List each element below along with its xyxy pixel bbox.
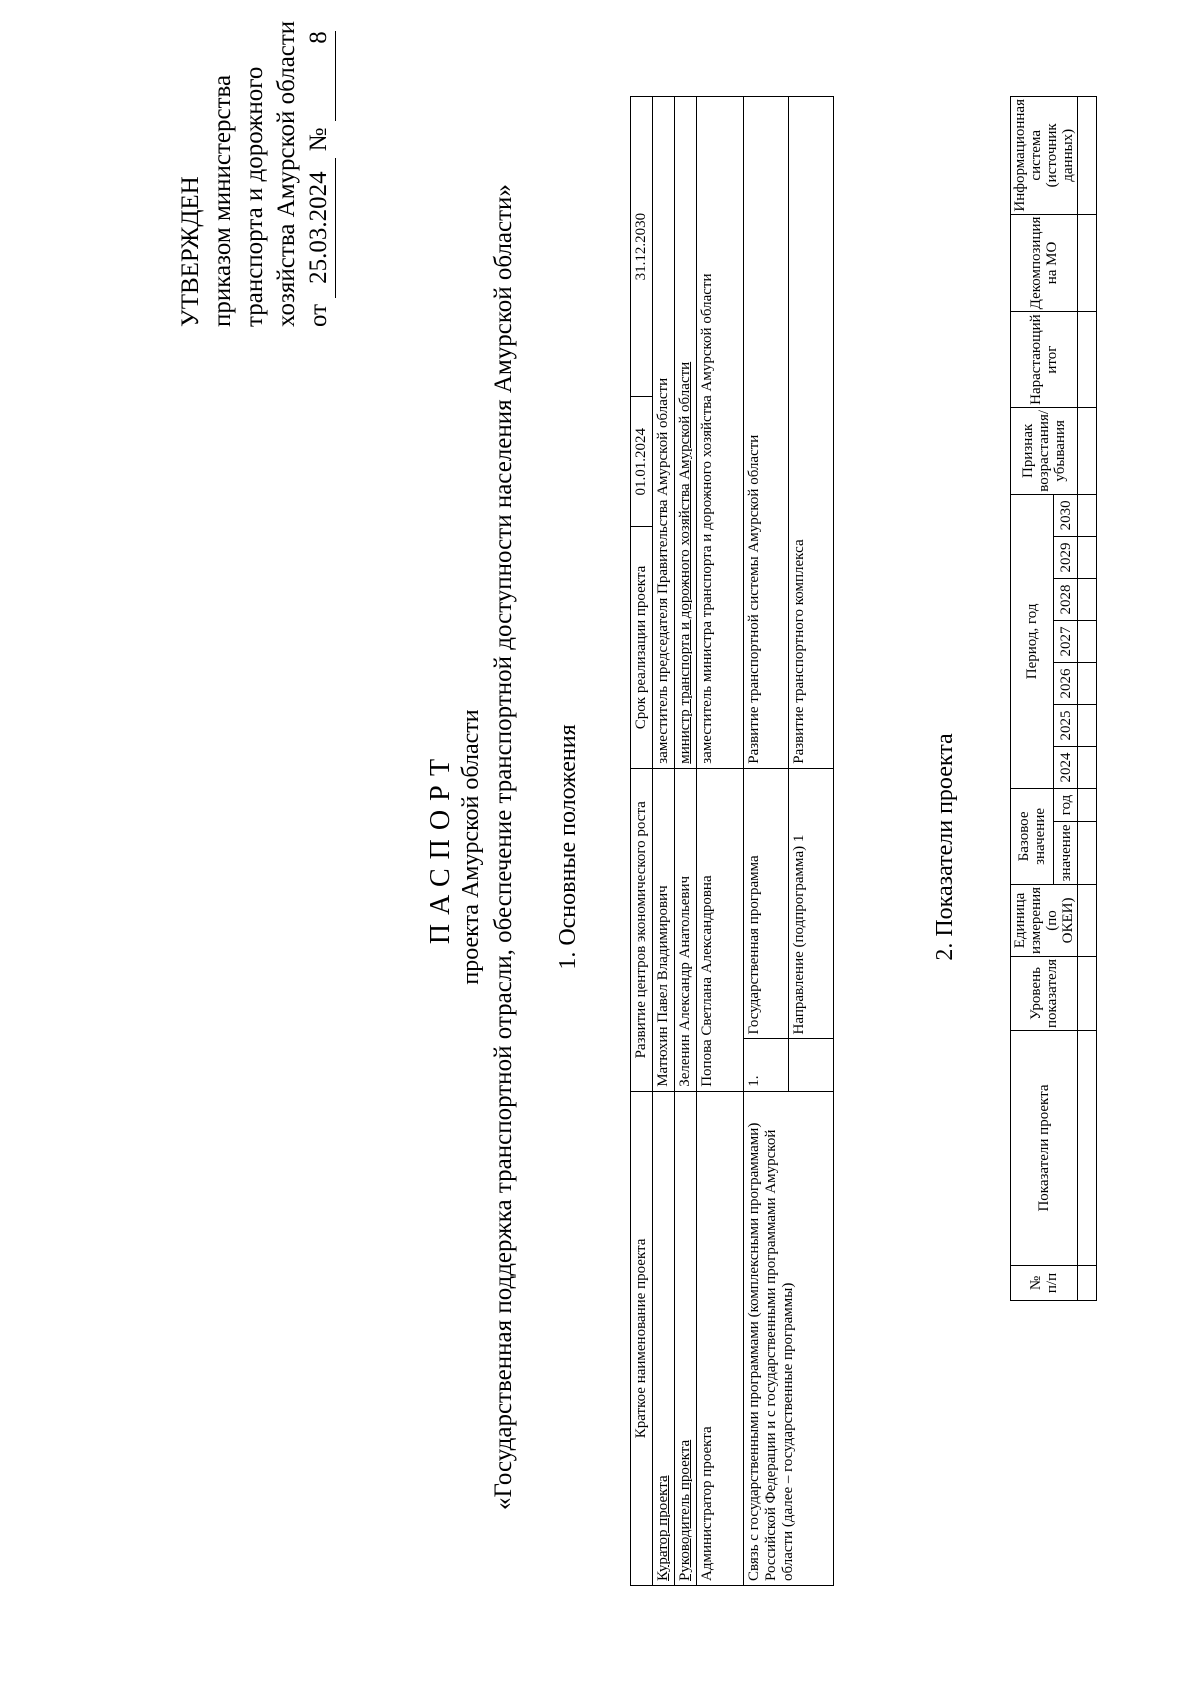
term-start: 01.01.2024 — [631, 397, 653, 527]
link-number-empty — [789, 1039, 834, 1091]
project-indicators-table — [1010, 96, 1097, 1301]
leader-position: министр транспорта и дорожного хозяйства Амурской области — [675, 97, 697, 769]
approval-date: 25.03.2024 — [303, 158, 336, 298]
approval-number: 8 — [303, 31, 336, 121]
approved-line-3: хозяйства Амурской области — [273, 20, 300, 327]
admin-name: Попова Светлана Александровна — [697, 768, 744, 1091]
gp-value: Развитие транспортной системы Амурской области — [744, 97, 789, 769]
col-num: № п/п — [1011, 1266, 1078, 1301]
table-row — [653, 97, 675, 1586]
col-year: 2025 — [1054, 704, 1078, 746]
table-row — [631, 97, 653, 1586]
col-year: 2024 — [1054, 746, 1078, 788]
table-header-row — [1011, 97, 1054, 1301]
col-unit: Единица измерения (по ОКЕИ) — [1011, 884, 1078, 956]
link-label: Связь с государственными программами (комплексными программами) Российской Федерации и с государственными программами Амурской области (далее – государственные программы) — [744, 1091, 834, 1585]
approved-line-1: приказом министерства — [209, 74, 236, 327]
curator-name: Матюхин Павел Владимирович — [653, 768, 675, 1091]
curator-position: заместитель председателя Правительства Амурской области — [653, 97, 675, 769]
curator-label: Куратор проекта — [653, 1091, 675, 1585]
basic-provisions-table — [630, 96, 834, 1586]
approved-title: УТВЕРЖДЕН — [177, 176, 204, 327]
direction-label: Направление (подпрограмма) 1 — [789, 768, 834, 1039]
leader-label: Руководитель проекта — [675, 1091, 697, 1585]
section-2-title: 2. Показатели проекта — [932, 733, 958, 961]
col-level: Уровень показателя — [1011, 956, 1078, 1030]
approval-stamp — [175, 20, 336, 327]
table-row — [675, 97, 697, 1586]
col-base-value: значение — [1054, 821, 1078, 884]
table-row — [697, 97, 744, 1586]
col-year: 2026 — [1054, 662, 1078, 704]
table-row — [744, 97, 789, 1586]
col-period: Период, год — [1011, 494, 1054, 788]
col-base: Базовое значение — [1011, 788, 1054, 884]
from-label: от — [305, 303, 332, 327]
short-name-value: Развитие центров экономического роста — [631, 768, 653, 1091]
approved-line-2: транспорта и дорожного — [241, 66, 268, 327]
col-decomp: Декомпозиция на МО — [1011, 214, 1078, 312]
admin-label: Администратор проекта — [697, 1091, 744, 1585]
col-info: Информационная система (источник данных) — [1011, 97, 1078, 215]
direction-value: Развитие транспортного комплекса — [789, 97, 834, 769]
gp-label: Государственная программа — [744, 768, 789, 1039]
term-end: 31.12.2030 — [631, 97, 653, 397]
leader-name: Зеленин Александр Анатольевич — [675, 768, 697, 1091]
col-trend: Признак возрастания/ убывания — [1011, 407, 1078, 494]
col-year: 2030 — [1054, 494, 1078, 536]
link-number: 1. — [744, 1039, 789, 1091]
passport-title: ПАСПОРТ — [425, 749, 456, 945]
col-cumulative: Нарастающий итог — [1011, 312, 1078, 408]
short-name-label: Краткое наименование проекта — [631, 1091, 653, 1585]
col-indicators: Показатели проекта — [1011, 1031, 1078, 1266]
term-label: Срок реализации проекта — [631, 527, 653, 769]
col-year: 2029 — [1054, 536, 1078, 578]
admin-position: заместитель министра транспорта и дорожного хозяйства Амурской области — [697, 97, 744, 769]
approved-date-line — [303, 27, 336, 327]
col-year: 2028 — [1054, 578, 1078, 620]
section-1-title: 1. Основные положения — [555, 724, 581, 970]
col-base-year: год — [1054, 788, 1078, 821]
project-full-name: «Государственная поддержка транспортной отрасли, обеспечение транспортной доступности населения Амурской области» — [490, 184, 517, 1510]
col-year: 2027 — [1054, 620, 1078, 662]
table-row — [1078, 97, 1097, 1301]
passport-subtitle: проекта Амурской области — [458, 709, 484, 985]
number-label: № — [305, 127, 332, 152]
